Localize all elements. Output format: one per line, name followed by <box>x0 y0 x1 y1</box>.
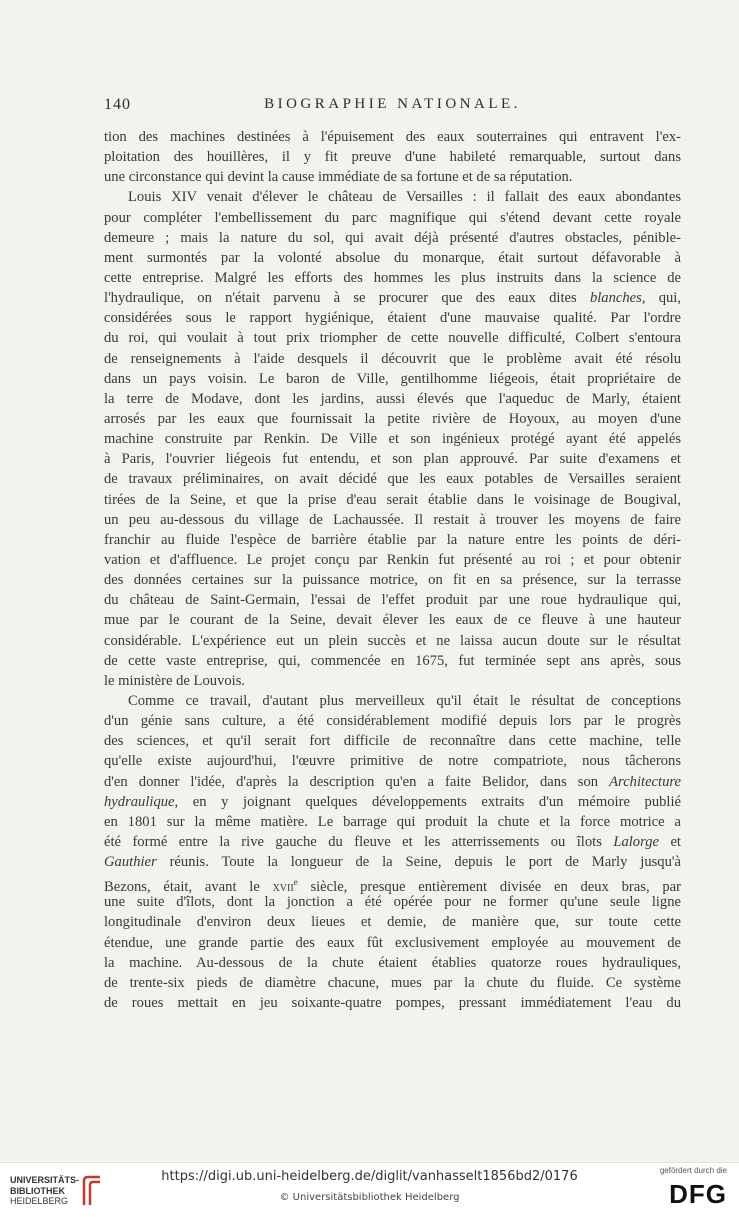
text-line: le ministère de Louvois. <box>104 672 246 689</box>
page-header <box>104 96 681 116</box>
text-line: du château de Saint-Germain, l'essai de l'effet produit par une roue hydraulique qui, <box>104 592 681 609</box>
library-name-line3: HEIDELBERG <box>10 1196 69 1206</box>
dfg-logo[interactable]: DFG <box>669 1179 727 1209</box>
text-line: une circonstance qui devint la cause immédiate de sa fortune et de sa réputation. <box>104 169 573 186</box>
text-line: une suite d'îlots, dont la jonction a été opérée pour ne former qu'une seule ligne <box>104 894 681 911</box>
text-line: d'en donner l'idée, d'après la description qu'en a faite Belidor, dans son Architecture <box>104 773 681 790</box>
text-line: cette entreprise. Malgré les efforts des hommes les plus instruits dans la science de <box>104 269 681 286</box>
text-line: de trente-six pieds de diamètre chacune, mues par la chute du fluide. Ce système <box>104 974 681 991</box>
text-line: en 1801 sur la même matière. Le barrage qui produit la chute et la force motrice a <box>104 813 681 830</box>
text-line: à Paris, l'ouvrier liégeois fut entendu, et son plan approuvé. Par suite d'examens et <box>104 451 681 468</box>
text-line: machine construite par Renkin. De Ville et son ingénieux protégé ayant été appelés <box>104 431 681 448</box>
text-line: de renseignements à l'aide desquels il découvrit que le problème avait été résolu <box>104 350 681 367</box>
text-line: pour compléter l'embellissement du parc magnifique qui s'étend devant cette royale <box>104 209 681 226</box>
text-line: dans un pays voisin. Le baron de Ville, gentilhomme liégeois, était propriétaire de <box>104 370 681 387</box>
page-number: 140 <box>104 96 131 113</box>
running-title: BIOGRAPHIE NATIONALE. <box>264 96 521 112</box>
text-line: été formé entre la rive gauche du fleuve et les atterrissements ou îlots Lalorge et <box>104 833 681 850</box>
text-line: des données certaines sur la puissance motrice, on fit en sa présence, sur la terrasse <box>104 572 681 589</box>
text-line: la terre de Modave, dont les jardins, aussi élevés que l'aqueduc de Marly, étaient <box>104 390 681 407</box>
text-line: Bezons, était, avant le xvii$^e$ siècle, presque entièrement divisée en deux bras, par <box>104 877 681 896</box>
text-line: de cette vaste entreprise, qui, commencée en 1675, fut terminée sept ans après, sous <box>104 652 681 669</box>
library-name-line1: UNIVERSITÄTS- <box>10 1175 80 1185</box>
text-line: mue par le courant de la Seine, devait élever les eaux de ce fleuve à une hauteur <box>104 612 681 629</box>
text-line: demeure ; mais la nature du sol, qui avait déjà présenté d'autres obstacles, pénible- <box>104 229 681 246</box>
text-line: tion des machines destinées à l'épuisement des eaux souterraines qui entravent l'ex- <box>104 129 681 145</box>
text-line: vation et d'affluence. Le projet conçu par Renkin fut présenté au roi ; et pour obtenir <box>104 551 681 568</box>
text-line: de roues mettait en jeu soixante-quatre pompes, pressant immédiatement l'eau du <box>104 995 681 1012</box>
text-line: étendue, une grande partie des eaux fût exclusivement employée au mouvement de <box>104 934 681 951</box>
text-line: ploitation des houillères, il y fit preuve d'une habileté remarquable, surtout dans <box>104 149 681 166</box>
text-line: la machine. Au-dessous de la chute étaient établies quatorze roues hydrauliques, <box>104 954 681 971</box>
text-line: longitudinale d'environ deux lieues et demie, de manière que, sur toute cette <box>104 914 681 931</box>
text-line: Gauthier réunis. Toute la longueur de la Seine, depuis le port de Marly jusqu'à <box>104 854 681 871</box>
text-line: l'hydraulique, on n'était parvenu à se procurer que des eaux dites blanches, qui, <box>104 290 681 307</box>
body-text <box>104 127 681 1013</box>
text-line: un peu au-dessous du village de Lachaussée. Il restait à trouver les moyens de faire <box>104 511 681 528</box>
text-line: tirées de la Seine, et que la prise d'eau serait établie dans le voisinage de Bougival, <box>104 491 681 508</box>
text-line: franchir au fluide l'espèce de barrière établie par la nature entre les points de déri- <box>104 531 681 548</box>
copyright-notice: © Universitätsbibliothek Heidelberg <box>279 1192 460 1203</box>
funding-note: gefördert durch die <box>659 1166 727 1175</box>
text-line: hydraulique, en y joignant quelques développements extraits d'un mémoire publié <box>104 793 681 810</box>
text-line: Comme ce travail, d'autant plus merveilleux qu'il était le résultat de conceptions <box>128 692 681 709</box>
text-line: arrosés par les eaux que fournissait la petite rivière de Hoyoux, au moyen d'une <box>104 410 681 427</box>
text-line: considérées sous le rapport hygiénique, étaient d'une mauvaise qualité. Par l'ordre <box>104 310 681 327</box>
text-line: d'un génie sans culture, a été considérablement modifié depuis lors par le progrès <box>104 713 681 730</box>
text-line: du roi, qui voulait à tout prix triompher de cette nouvelle difficulté, Colbert s'entoura <box>104 330 681 347</box>
library-name-line2: BIBLIOTHEK <box>10 1185 65 1196</box>
viewer-footer <box>0 1162 739 1217</box>
text-line: qu'elle existe aujourd'hui, l'œuvre primitive de notre compatriote, nous tâcherons <box>104 753 681 770</box>
text-line: ment surmontés par la volonté absolue du monarque, était surtout défavorable à <box>104 249 681 266</box>
text-line: considérable. L'expérience eut un plein succès et ne laissa aucun doute sur le résultat <box>104 632 681 649</box>
text-line: de travaux préliminaires, on avait décidé que les eaux potables de Versailles seraient <box>104 471 681 488</box>
text-line: Louis XIV venait d'élever le château de Versailles : il fallait des eaux abondantes <box>128 189 681 206</box>
text-line: des sciences, et qu'il serait fort difficile de reconnaître dans cette machine, telle <box>104 733 681 750</box>
permalink-url[interactable]: https://digi.ub.uni-heidelberg.de/diglit/vanhasselt1856bd2/0176 <box>161 1169 578 1184</box>
